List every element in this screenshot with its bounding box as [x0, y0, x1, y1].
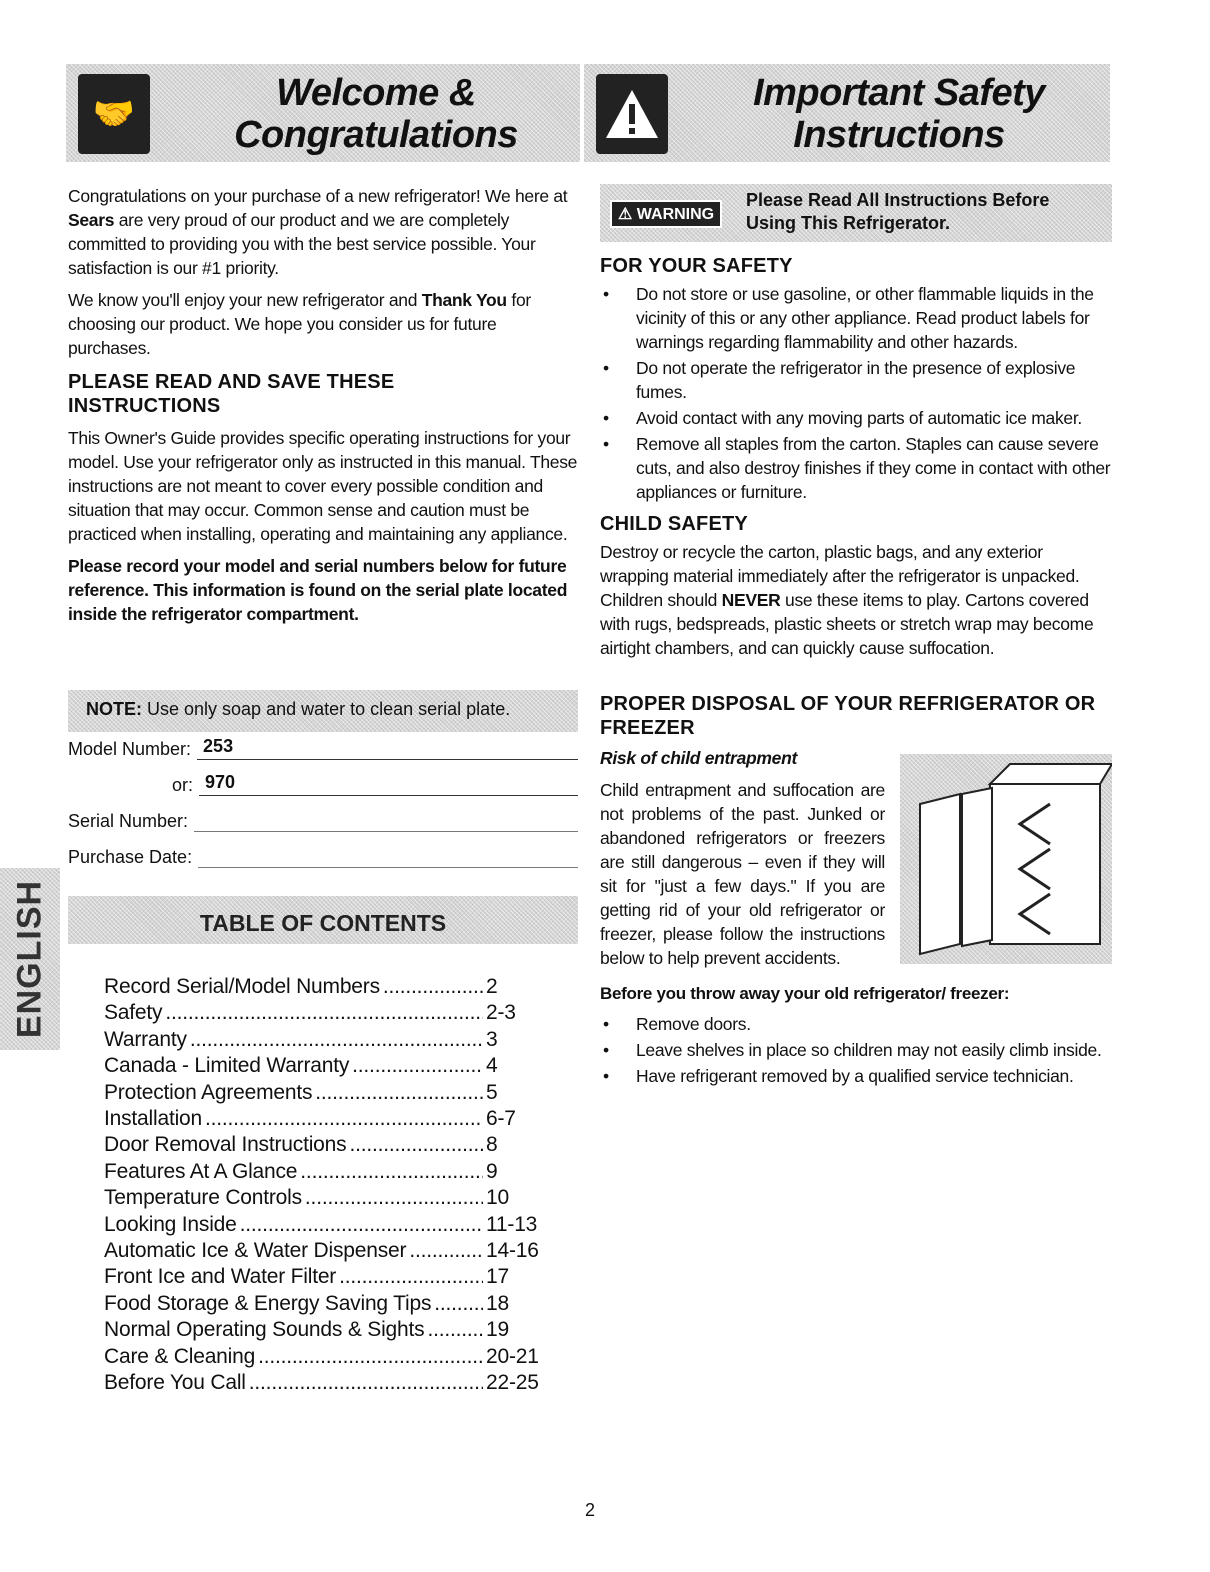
toc-entry-page: 6-7	[486, 1107, 516, 1131]
list-item: • Do not operate the refrigerator in the presence of explosive fumes.	[600, 356, 1112, 404]
toc-leader	[315, 1080, 483, 1106]
list-item: • Leave shelves in place so children may not easily climb inside.	[600, 1038, 1112, 1062]
safety-title-2: Instructions	[793, 114, 1005, 156]
save-body: This Owner's Guide provides specific operating instructions for your model. Use your refrigerator only as instructed in this manual. These instructions are not meant to cover every possible condition and situation that may occur. Common sense and caution must be practiced when installing, operating and maintaining any appliance.	[68, 428, 578, 544]
toc-entry[interactable]	[104, 1000, 544, 1026]
toc-entry-page: 2-3	[486, 1001, 516, 1025]
safety-title-1: Important Safety	[753, 72, 1045, 114]
note-box: NOTE: Use only soap and water to clean serial plate.	[68, 690, 578, 732]
toc-leader	[165, 1000, 483, 1026]
model-number-alt-field[interactable]: or: 970	[68, 760, 578, 796]
toc-entry-page: 18	[486, 1291, 509, 1315]
toc-entry-title: Before You Call	[104, 1371, 246, 1395]
toc-entry-title: Looking Inside	[104, 1212, 237, 1236]
your-safety-heading: FOR YOUR SAFETY	[600, 255, 793, 277]
welcome-banner	[66, 64, 580, 162]
toc-entry[interactable]	[104, 1212, 544, 1238]
toc-entry[interactable]	[104, 1370, 544, 1396]
toc-entry-page: 19	[486, 1318, 509, 1342]
toc-entry[interactable]	[104, 1053, 544, 1079]
toc-entry-page: 11-13	[486, 1212, 538, 1236]
before-throw-away: Before you throw away your old refrigerator/ freezer:	[600, 984, 1010, 1003]
toc-entry[interactable]	[104, 1238, 544, 1264]
toc-entry[interactable]	[104, 1159, 544, 1185]
toc-entry-title: Care & Cleaning	[104, 1344, 256, 1368]
toc-entry[interactable]	[104, 1344, 544, 1370]
toc-leader	[249, 1370, 483, 1396]
toc-leader	[240, 1212, 483, 1238]
intro-paragraph-1: Congratulations on your purchase of a new refrigerator! We here at Sears are very proud of our product and we are completely committed to providing you with the best service possible. Your satisfaction is our #1 priority.	[68, 186, 568, 278]
toc-entry[interactable]	[104, 1080, 544, 1106]
list-item: • Do not store or use gasoline, or other flammable liquids in the vicinity of this or any other appliance. Read product labels for warnings regarding flammability and other hazards.	[600, 282, 1112, 354]
toc-leader	[383, 974, 483, 1000]
toc-entry-page: 4	[486, 1054, 498, 1078]
disposal-subheading: Risk of child entrapment	[600, 748, 797, 768]
warning-box	[600, 184, 1112, 242]
toc-entry-page: 8	[486, 1133, 498, 1157]
toc-entry-page: 9	[486, 1159, 498, 1183]
toc-entry[interactable]	[104, 1106, 544, 1132]
disposal-heading: PROPER DISPOSAL OF YOUR REFRIGERATOR OR FREEZER	[600, 693, 1096, 739]
list-item: • Avoid contact with any moving parts of automatic ice maker.	[600, 406, 1112, 430]
child-safety-body: Destroy or recycle the carton, plastic bags, and any exterior wrapping material immediately after the refrigerator is unpacked. Children should NEVER use these items to play. Cartons covered with rugs, bedspreads, plastic sheets or stretch wrap may become airtight chambers, and can quickly cause suffocation.	[600, 542, 1094, 658]
warning-triangle-icon	[596, 74, 668, 154]
toc-leader	[352, 1053, 483, 1079]
handshake-icon: 🤝	[78, 74, 150, 154]
toc-entry-title: Installation	[104, 1107, 202, 1131]
intro-section	[68, 184, 578, 626]
toc-entry-page: 22-25	[486, 1371, 539, 1395]
toc-entry[interactable]	[104, 1185, 544, 1211]
toc-entry[interactable]	[104, 1317, 544, 1343]
toc-entry-title: Canada - Limited Warranty	[104, 1054, 350, 1078]
intro-paragraph-2: We know you'll enjoy your new refrigerator and Thank You for choosing our product. We hope you consider us for future purchases.	[68, 290, 531, 358]
toc-leader	[434, 1291, 483, 1317]
table-of-contents	[104, 974, 544, 1397]
welcome-title-2: Congratulations	[234, 114, 518, 156]
disposal-body: Child entrapment and suffocation are not problems of the past. Junked or abandoned refrigerators or freezers are still dangerous – even if they will sit for "just a few days." If you are getting rid of your old refrigerator or freezer, please follow the instructions below to help prevent accidents.	[600, 780, 885, 968]
serial-number-field[interactable]: Serial Number:	[68, 796, 578, 832]
toc-entry-page: 17	[486, 1265, 509, 1289]
toc-entry[interactable]	[104, 974, 544, 1000]
toc-entry-page: 10	[486, 1186, 509, 1210]
purchase-date-field[interactable]: Purchase Date:	[68, 832, 578, 868]
toc-entry-title: Protection Agreements	[104, 1080, 313, 1104]
refrigerator-illustration	[900, 754, 1112, 964]
toc-header: TABLE OF CONTENTS	[68, 896, 578, 944]
toc-entry-page: 20-21	[486, 1344, 539, 1368]
toc-leader	[349, 1132, 483, 1158]
toc-entry-title: Features At A Glance	[104, 1159, 298, 1183]
toc-leader	[190, 1027, 483, 1053]
safety-banner	[584, 64, 1110, 162]
toc-entry-title: Record Serial/Model Numbers	[104, 975, 380, 998]
toc-entry-title: Warranty	[104, 1027, 187, 1051]
toc-leader	[258, 1344, 483, 1370]
list-item: • Remove doors.	[600, 1012, 1112, 1036]
toc-leader	[300, 1159, 483, 1185]
toc-entry-title: Automatic Ice & Water Dispenser	[104, 1239, 407, 1263]
record-instructions: Please record your model and serial numbers below for future reference. This information is found on the serial plate located inside the refrigerator compartment.	[68, 556, 568, 624]
warning-badge: ⚠ WARNING	[610, 200, 722, 228]
welcome-title-1: Welcome &	[276, 72, 476, 114]
toc-leader	[305, 1185, 483, 1211]
toc-entry-title: Front Ice and Water Filter	[104, 1265, 337, 1289]
toc-entry[interactable]	[104, 1132, 544, 1158]
safety-section	[600, 254, 1112, 1090]
english-side-tab: ENGLISH	[0, 868, 60, 1050]
save-heading: PLEASE READ AND SAVE THESE INSTRUCTIONS	[68, 371, 395, 417]
toc-entry[interactable]	[104, 1291, 544, 1317]
toc-entry-title: Normal Operating Sounds & Sights	[104, 1318, 425, 1342]
toc-entry[interactable]	[104, 1264, 544, 1290]
model-number-field[interactable]: Model Number: 253	[68, 724, 578, 760]
list-item: • Remove all staples from the carton. Staples can cause severe cuts, and also destroy finishes if they come in contact with other appliances or furniture.	[600, 432, 1112, 504]
toc-leader	[205, 1106, 483, 1132]
toc-entry-title: Temperature Controls	[104, 1186, 302, 1210]
toc-entry-page: 5	[486, 1080, 498, 1104]
page-number: 2	[585, 1500, 596, 1520]
toc-entry-page: 3	[486, 1027, 498, 1051]
toc-entry-page: 14-16	[486, 1239, 539, 1263]
warning-line-2: Using This Refrigerator.	[746, 213, 951, 233]
toc-leader	[339, 1264, 483, 1290]
toc-entry-title: Food Storage & Energy Saving Tips	[104, 1291, 432, 1315]
toc-entry-page: 2	[486, 975, 498, 998]
toc-leader	[409, 1238, 483, 1264]
child-safety-heading: CHILD SAFETY	[600, 513, 748, 535]
record-fields	[68, 724, 578, 868]
list-item: • Have refrigerant removed by a qualified service technician.	[600, 1064, 1112, 1088]
toc-leader	[427, 1317, 483, 1343]
disposal-list	[600, 1012, 1112, 1088]
toc-entry-title: Door Removal Instructions	[104, 1133, 347, 1157]
your-safety-list	[600, 282, 1112, 504]
warning-line-1: Please Read All Instructions Before	[746, 190, 1050, 210]
toc-entry[interactable]	[104, 1027, 544, 1053]
toc-entry-title: Safety	[104, 1001, 163, 1025]
